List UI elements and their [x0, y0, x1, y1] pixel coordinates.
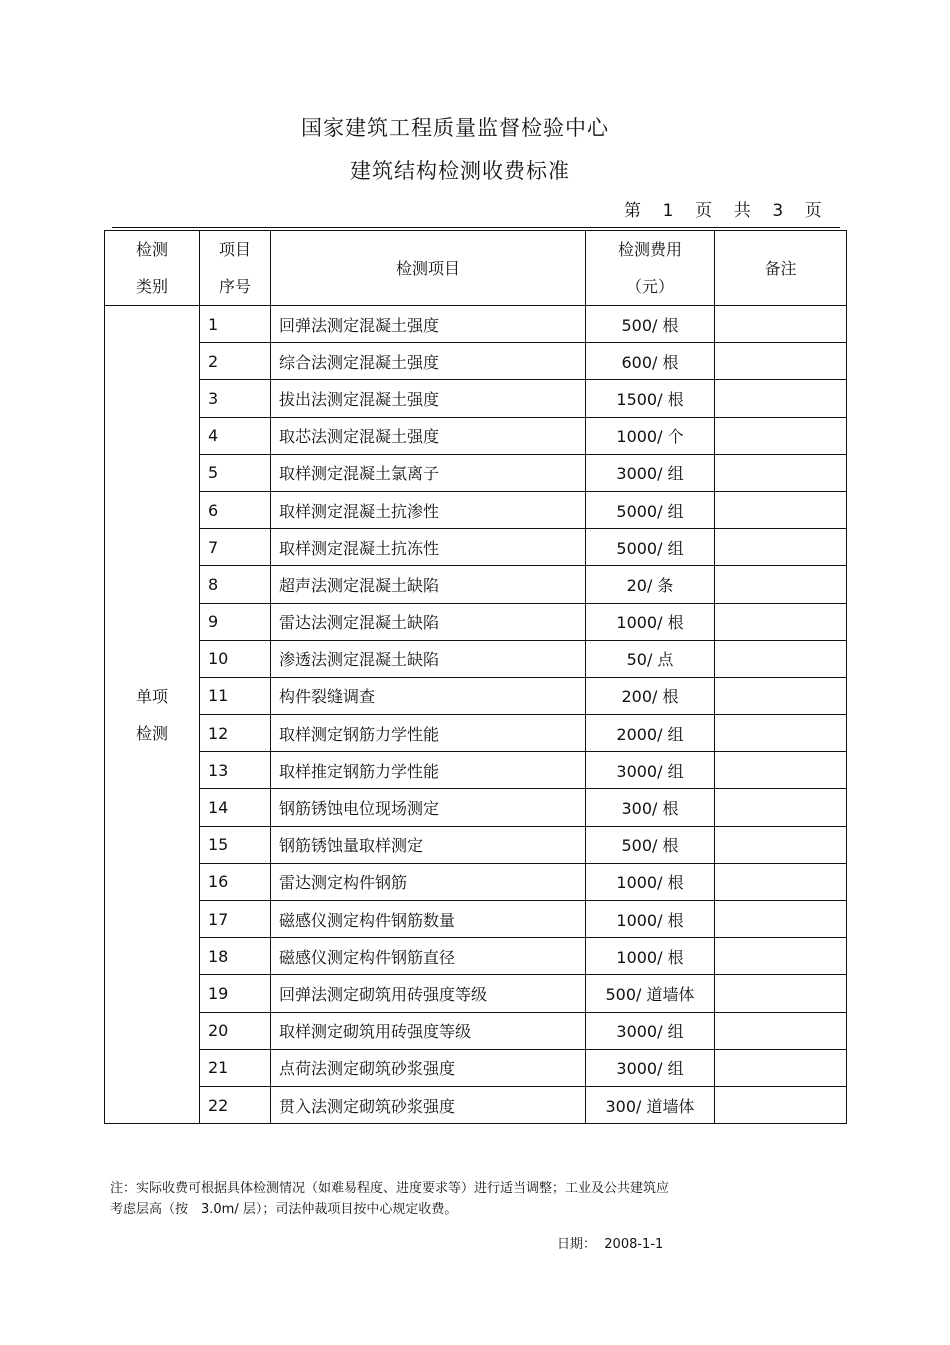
row-seq: 2	[200, 343, 271, 380]
row-fee: 1000/ 根	[586, 901, 715, 938]
row-remark	[715, 975, 847, 1012]
row-seq: 6	[200, 491, 271, 528]
total-label: 共	[733, 201, 751, 221]
header-rule	[112, 227, 840, 228]
row-seq: 8	[200, 566, 271, 603]
row-seq: 16	[200, 863, 271, 900]
category-cell: 单项 检测	[105, 306, 200, 1124]
row-fee: 300/ 道墙体	[586, 1086, 715, 1123]
header-category: 检测 类别	[105, 231, 200, 306]
row-item: 贯入法测定砌筑砂浆强度	[271, 1086, 586, 1123]
row-item: 回弹法测定混凝土强度	[271, 306, 586, 343]
table-row	[105, 1012, 847, 1049]
row-seq: 12	[200, 715, 271, 752]
row-seq: 13	[200, 752, 271, 789]
table-row	[105, 306, 847, 343]
page-indicator	[624, 196, 822, 221]
table-row	[105, 529, 847, 566]
row-fee: 3000/ 组	[586, 1012, 715, 1049]
row-fee: 500/ 根	[586, 306, 715, 343]
table-row	[105, 938, 847, 975]
footnote-line-2: 考虑层高（按 3.0m/ 层）；司法仲裁项目按中心规定收费。	[110, 1202, 458, 1217]
row-fee: 2000/ 组	[586, 715, 715, 752]
table-row	[105, 826, 847, 863]
page-number: 1	[662, 201, 674, 221]
row-fee: 500/ 道墙体	[586, 975, 715, 1012]
row-item: 取样测定混凝土抗渗性	[271, 491, 586, 528]
row-fee: 50/ 点	[586, 640, 715, 677]
row-fee: 300/ 根	[586, 789, 715, 826]
row-fee: 1500/ 根	[586, 380, 715, 417]
row-remark	[715, 752, 847, 789]
row-remark	[715, 1012, 847, 1049]
row-fee: 200/ 根	[586, 677, 715, 714]
row-seq: 20	[200, 1012, 271, 1049]
page-label-prefix: 第	[624, 201, 641, 221]
row-item: 取样测定砌筑用砖强度等级	[271, 1012, 586, 1049]
document-title: 国家建筑工程质量监督检验中心	[301, 116, 609, 140]
footnote-line-1: 注：实际收费可根据具体检测情况（如难易程度、进度要求等）进行适当调整；工业及公共建筑应	[110, 1181, 670, 1196]
row-fee: 500/ 根	[586, 826, 715, 863]
row-item: 点荷法测定砌筑砂浆强度	[271, 1049, 586, 1086]
row-remark	[715, 529, 847, 566]
row-fee: 1000/ 根	[586, 603, 715, 640]
row-seq: 5	[200, 454, 271, 491]
table-row	[105, 789, 847, 826]
row-seq: 10	[200, 640, 271, 677]
row-fee: 5000/ 组	[586, 491, 715, 528]
row-fee: 20/ 条	[586, 566, 715, 603]
row-fee: 3000/ 组	[586, 752, 715, 789]
table-row	[105, 566, 847, 603]
row-item: 钢筋锈蚀量取样测定	[271, 826, 586, 863]
row-remark	[715, 306, 847, 343]
row-fee: 1000/ 根	[586, 938, 715, 975]
row-seq: 18	[200, 938, 271, 975]
row-item: 磁感仪测定构件钢筋直径	[271, 938, 586, 975]
row-item: 磁感仪测定构件钢筋数量	[271, 901, 586, 938]
fee-table	[104, 230, 847, 1124]
table-row	[105, 343, 847, 380]
header-remark: 备注	[715, 231, 847, 306]
row-fee: 1000/ 根	[586, 863, 715, 900]
row-remark	[715, 566, 847, 603]
table-row	[105, 975, 847, 1012]
row-remark	[715, 789, 847, 826]
row-fee: 1000/ 个	[586, 417, 715, 454]
row-seq: 11	[200, 677, 271, 714]
row-remark	[715, 491, 847, 528]
row-remark	[715, 863, 847, 900]
row-fee: 600/ 根	[586, 343, 715, 380]
row-seq: 17	[200, 901, 271, 938]
row-item: 综合法测定混凝土强度	[271, 343, 586, 380]
footnote	[110, 1178, 810, 1220]
date-label: 日期：	[557, 1237, 597, 1252]
row-remark	[715, 901, 847, 938]
row-remark	[715, 603, 847, 640]
row-remark	[715, 938, 847, 975]
row-item: 雷达测定构件钢筋	[271, 863, 586, 900]
table-row	[105, 901, 847, 938]
row-seq: 22	[200, 1086, 271, 1123]
row-item: 钢筋锈蚀电位现场测定	[271, 789, 586, 826]
row-fee: 5000/ 组	[586, 529, 715, 566]
table-row	[105, 1086, 847, 1123]
row-remark	[715, 677, 847, 714]
table-row	[105, 454, 847, 491]
row-item: 超声法测定混凝土缺陷	[271, 566, 586, 603]
header-fee: 检测费用 （元）	[586, 231, 715, 306]
table-row	[105, 863, 847, 900]
row-seq: 7	[200, 529, 271, 566]
row-fee: 3000/ 组	[586, 1049, 715, 1086]
row-seq: 1	[200, 306, 271, 343]
total-pages: 3	[772, 201, 784, 221]
row-remark	[715, 343, 847, 380]
table-row	[105, 603, 847, 640]
row-item: 渗透法测定混凝土缺陷	[271, 640, 586, 677]
row-item: 构件裂缝调查	[271, 677, 586, 714]
total-label-suffix: 页	[804, 201, 822, 221]
row-remark	[715, 380, 847, 417]
document-subtitle: 建筑结构检测收费标准	[350, 159, 570, 183]
row-item: 取样测定钢筋力学性能	[271, 715, 586, 752]
table-row	[105, 752, 847, 789]
table-body	[105, 306, 847, 1124]
row-seq: 19	[200, 975, 271, 1012]
row-seq: 21	[200, 1049, 271, 1086]
table-row	[105, 640, 847, 677]
row-remark	[715, 826, 847, 863]
table-row	[105, 677, 847, 714]
row-item: 取样测定混凝土氯离子	[271, 454, 586, 491]
table-row	[105, 380, 847, 417]
row-remark	[715, 640, 847, 677]
row-seq: 9	[200, 603, 271, 640]
table-row	[105, 1049, 847, 1086]
table-row	[105, 417, 847, 454]
table-row	[105, 491, 847, 528]
row-item: 回弹法测定砌筑用砖强度等级	[271, 975, 586, 1012]
row-item: 取芯法测定混凝土强度	[271, 417, 586, 454]
row-item: 雷达法测定混凝土缺陷	[271, 603, 586, 640]
row-item: 取样测定混凝土抗冻性	[271, 529, 586, 566]
row-item: 拔出法测定混凝土强度	[271, 380, 586, 417]
row-remark	[715, 1049, 847, 1086]
row-remark	[715, 715, 847, 752]
row-remark	[715, 454, 847, 491]
row-seq: 4	[200, 417, 271, 454]
row-item: 取样推定钢筋力学性能	[271, 752, 586, 789]
header-item: 检测项目	[271, 231, 586, 306]
date-line	[557, 1233, 663, 1252]
date-value: 2008-1-1	[604, 1237, 664, 1252]
row-fee: 3000/ 组	[586, 454, 715, 491]
row-remark	[715, 1086, 847, 1123]
row-seq: 15	[200, 826, 271, 863]
table-header-row	[105, 231, 847, 306]
row-remark	[715, 417, 847, 454]
header-seq: 项目 序号	[200, 231, 271, 306]
table-row	[105, 715, 847, 752]
row-seq: 14	[200, 789, 271, 826]
page-label-mid: 页	[695, 201, 713, 221]
row-seq: 3	[200, 380, 271, 417]
